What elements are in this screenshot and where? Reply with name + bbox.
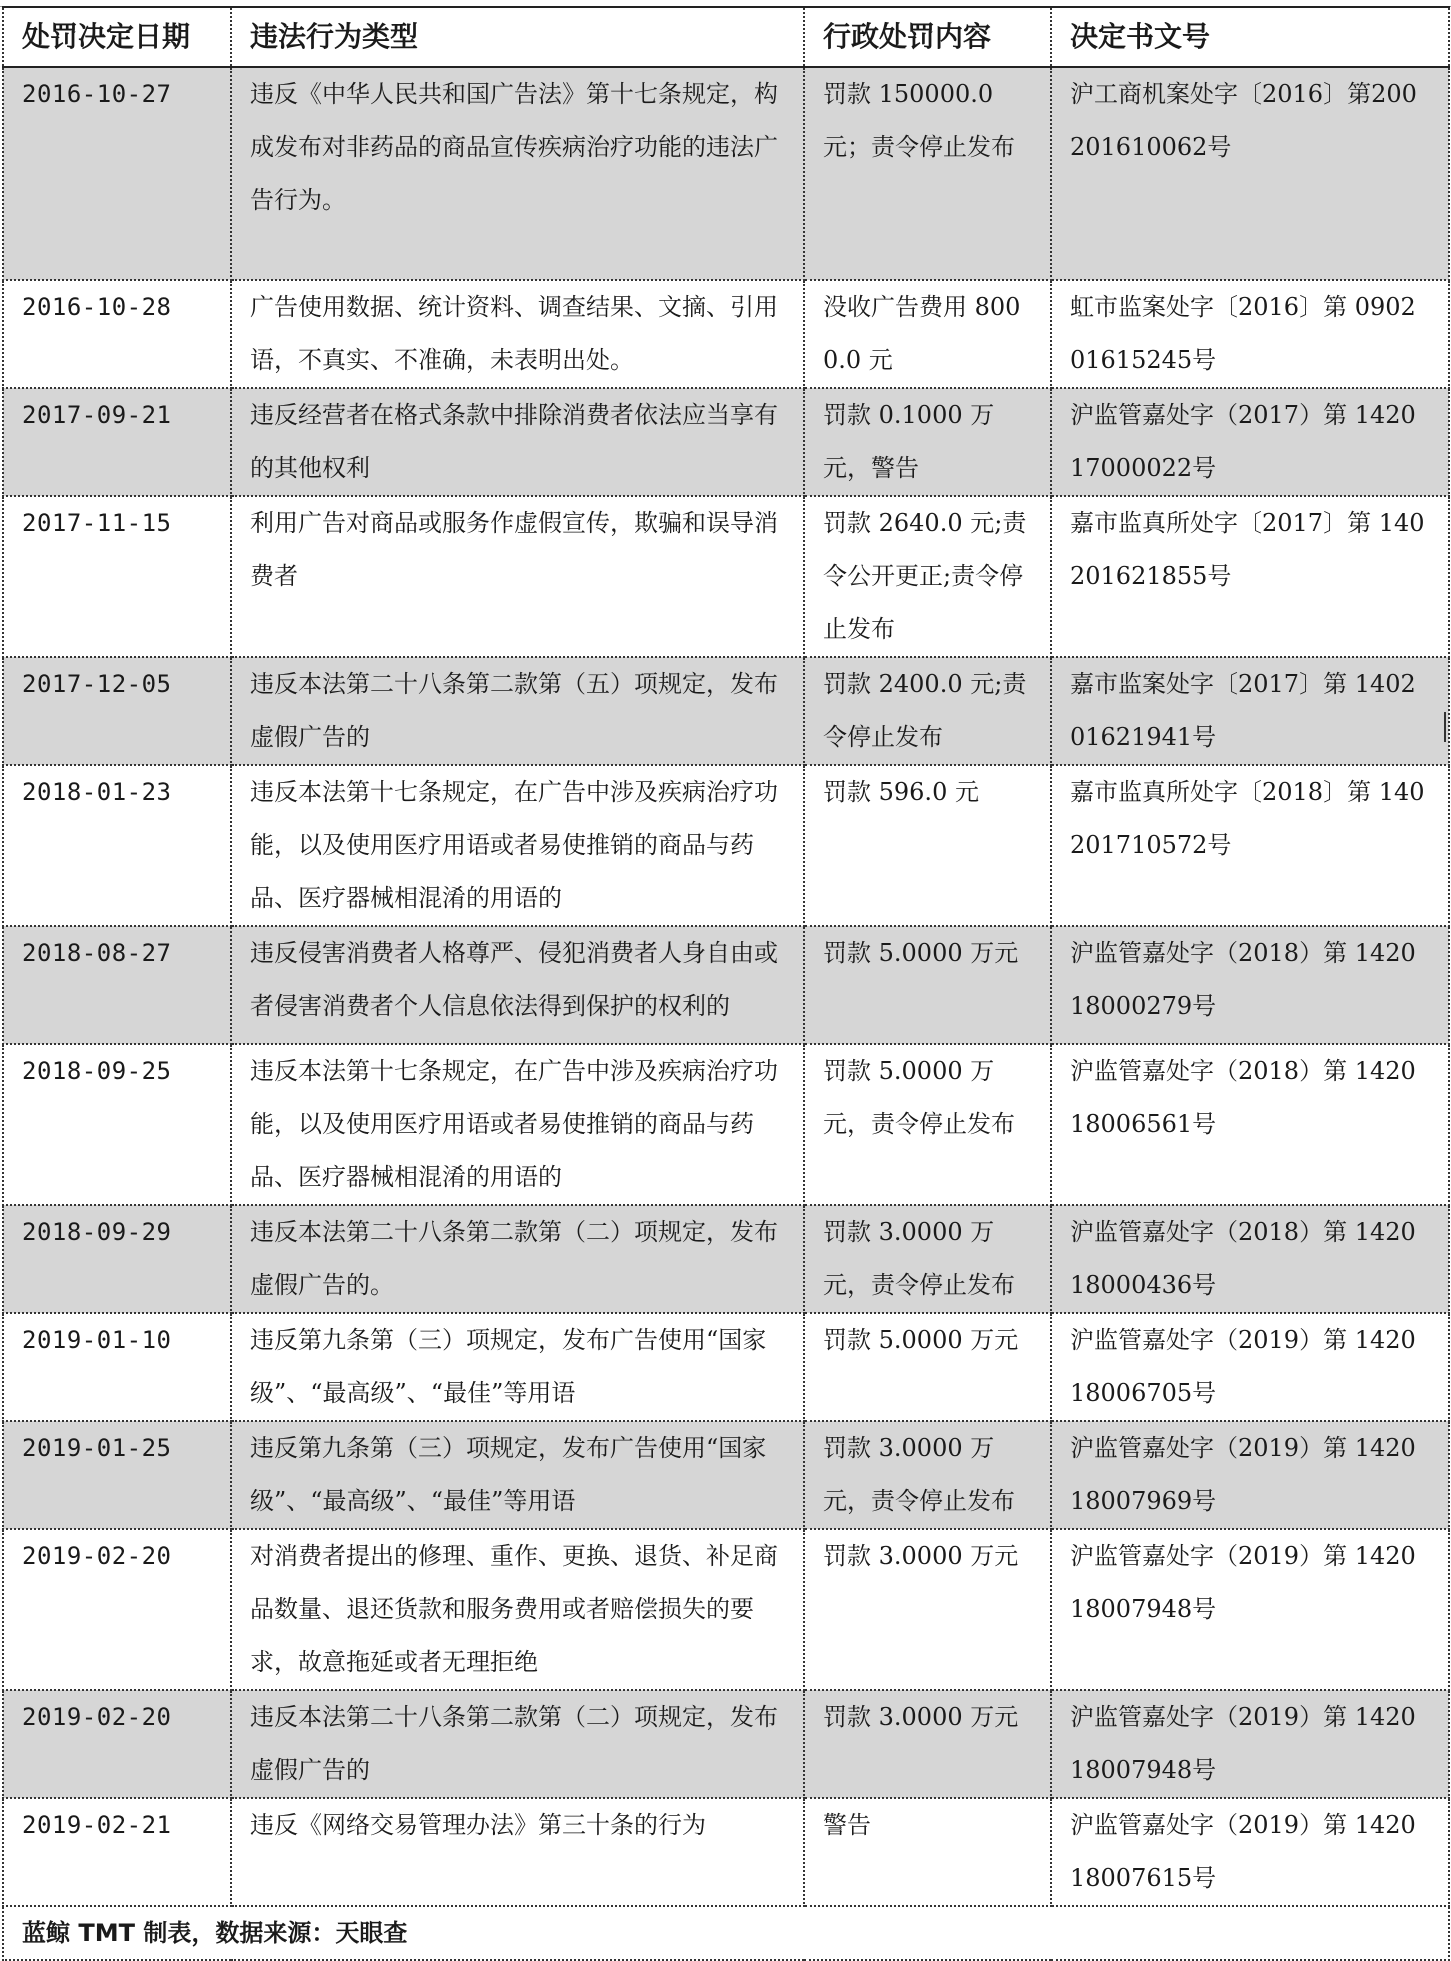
cell-date: 2019-01-10 xyxy=(3,1313,231,1421)
cell-date: 2019-02-21 xyxy=(3,1798,231,1906)
cell-date: 2017-11-15 xyxy=(3,496,231,657)
cell-date: 2019-02-20 xyxy=(3,1690,231,1798)
cell-violation: 违反经营者在格式条款中排除消费者依法应当享有的其他权利 xyxy=(231,388,804,496)
cell-penalty: 罚款 3.0000 万元 xyxy=(804,1690,1051,1798)
cell-document-number: 沪工商机案处字〔2016〕第200201610062号 xyxy=(1051,67,1449,280)
table-row xyxy=(3,1313,1449,1421)
cell-document-number: 沪监管嘉处字（2019）第 142018007969号 xyxy=(1051,1421,1449,1529)
cell-violation: 违反第九条第（三）项规定，发布广告使用“国家级”、“最高级”、“最佳”等用语 xyxy=(231,1421,804,1529)
cell-violation: 违反本法第二十八条第二款第（二）项规定，发布虚假广告的。 xyxy=(231,1205,804,1313)
cell-penalty: 罚款 0.1000 万元，警告 xyxy=(804,388,1051,496)
table-header xyxy=(3,7,1449,67)
header-row xyxy=(3,7,1449,67)
table-row xyxy=(3,280,1449,388)
cell-penalty: 警告 xyxy=(804,1798,1051,1906)
table-row xyxy=(3,1044,1449,1205)
header-violation-type: 违法行为类型 xyxy=(231,7,804,67)
cell-document-number: 嘉市监真所处字〔2017〕第 140201621855号 xyxy=(1051,496,1449,657)
table-row xyxy=(3,1421,1449,1529)
header-date: 处罚决定日期 xyxy=(3,7,231,67)
penalty-records-table xyxy=(2,6,1450,1961)
cell-penalty: 罚款 5.0000 万元 xyxy=(804,1313,1051,1421)
cell-document-number: 嘉市监真所处字〔2018〕第 140201710572号 xyxy=(1051,765,1449,926)
cell-date: 2018-09-25 xyxy=(3,1044,231,1205)
cell-document-number: 沪监管嘉处字（2018）第 142018000279号 xyxy=(1051,926,1449,1044)
cell-document-number: 沪监管嘉处字（2017）第 142017000022号 xyxy=(1051,388,1449,496)
cell-date: 2016-10-27 xyxy=(3,67,231,280)
cell-penalty: 罚款 3.0000 万元 xyxy=(804,1529,1051,1690)
cell-penalty: 罚款 5.0000 万元，责令停止发布 xyxy=(804,1044,1051,1205)
cell-document-number: 沪监管嘉处字（2018）第 142018006561号 xyxy=(1051,1044,1449,1205)
cell-violation: 违反《中华人民共和国广告法》第十七条规定，构成发布对非药品的商品宣传疾病治疗功能的违法广告行为。 xyxy=(231,67,804,280)
cell-date: 2017-09-21 xyxy=(3,388,231,496)
header-penalty-content: 行政处罚内容 xyxy=(804,7,1051,67)
cell-penalty: 罚款 5.0000 万元 xyxy=(804,926,1051,1044)
cell-violation: 利用广告对商品或服务作虚假宣传，欺骗和误导消费者 xyxy=(231,496,804,657)
right-edge-mark xyxy=(1444,712,1446,742)
cell-penalty: 罚款 3.0000 万元，责令停止发布 xyxy=(804,1421,1051,1529)
cell-date: 2016-10-28 xyxy=(3,280,231,388)
cell-document-number: 沪监管嘉处字（2018）第 142018000436号 xyxy=(1051,1205,1449,1313)
cell-violation: 违反本法第十七条规定，在广告中涉及疾病治疗功能，以及使用医疗用语或者易使推销的商品与药品、医疗器械相混淆的用语的 xyxy=(231,1044,804,1205)
cell-violation: 违反本法第二十八条第二款第（二）项规定，发布虚假广告的 xyxy=(231,1690,804,1798)
table-row xyxy=(3,1690,1449,1798)
table-row xyxy=(3,388,1449,496)
data-source-note: 蓝鲸 TMT 制表，数据来源：天眼查 xyxy=(3,1906,1449,1960)
table-row xyxy=(3,657,1449,765)
cell-violation: 违反第九条第（三）项规定，发布广告使用“国家级”、“最高级”、“最佳”等用语 xyxy=(231,1313,804,1421)
cell-date: 2019-02-20 xyxy=(3,1529,231,1690)
cell-violation: 对消费者提出的修理、重作、更换、退货、补足商品数量、退还货款和服务费用或者赔偿损失的要求，故意拖延或者无理拒绝 xyxy=(231,1529,804,1690)
table-row xyxy=(3,926,1449,1044)
cell-document-number: 沪监管嘉处字（2019）第 142018007948号 xyxy=(1051,1529,1449,1690)
cell-date: 2018-08-27 xyxy=(3,926,231,1044)
cell-document-number: 沪监管嘉处字（2019）第 142018007948号 xyxy=(1051,1690,1449,1798)
cell-violation: 违反本法第二十八条第二款第（五）项规定，发布虚假广告的 xyxy=(231,657,804,765)
cell-violation: 广告使用数据、统计资料、调查结果、文摘、引用语，不真实、不准确，未表明出处。 xyxy=(231,280,804,388)
cell-violation: 违反《网络交易管理办法》第三十条的行为 xyxy=(231,1798,804,1906)
cell-date: 2018-09-29 xyxy=(3,1205,231,1313)
header-decision-number: 决定书文号 xyxy=(1051,7,1449,67)
table-footer-row xyxy=(3,1906,1449,1960)
cell-document-number: 嘉市监案处字〔2017〕第 140201621941号 xyxy=(1051,657,1449,765)
cell-document-number: 沪监管嘉处字（2019）第 142018007615号 xyxy=(1051,1798,1449,1906)
cell-penalty: 罚款 150000.0 元；责令停止发布 xyxy=(804,67,1051,280)
table-row xyxy=(3,1529,1449,1690)
cell-date: 2018-01-23 xyxy=(3,765,231,926)
cell-document-number: 沪监管嘉处字（2019）第 142018006705号 xyxy=(1051,1313,1449,1421)
cell-penalty: 罚款 2640.0 元;责令公开更正;责令停止发布 xyxy=(804,496,1051,657)
cell-penalty: 罚款 3.0000 万元，责令停止发布 xyxy=(804,1205,1051,1313)
cell-document-number: 虹市监案处字〔2016〕第 090201615245号 xyxy=(1051,280,1449,388)
cell-date: 2019-01-25 xyxy=(3,1421,231,1529)
cell-violation: 违反侵害消费者人格尊严、侵犯消费者人身自由或者侵害消费者个人信息依法得到保护的权利的 xyxy=(231,926,804,1044)
table-body xyxy=(3,67,1449,1960)
cell-date: 2017-12-05 xyxy=(3,657,231,765)
cell-violation: 违反本法第十七条规定，在广告中涉及疾病治疗功能，以及使用医疗用语或者易使推销的商品与药品、医疗器械相混淆的用语的 xyxy=(231,765,804,926)
table-row xyxy=(3,1798,1449,1906)
cell-penalty: 没收广告费用 8000.0 元 xyxy=(804,280,1051,388)
table-row xyxy=(3,765,1449,926)
table-row xyxy=(3,67,1449,280)
cell-penalty: 罚款 596.0 元 xyxy=(804,765,1051,926)
table-row xyxy=(3,1205,1449,1313)
cell-penalty: 罚款 2400.0 元;责令停止发布 xyxy=(804,657,1051,765)
table-row xyxy=(3,496,1449,657)
